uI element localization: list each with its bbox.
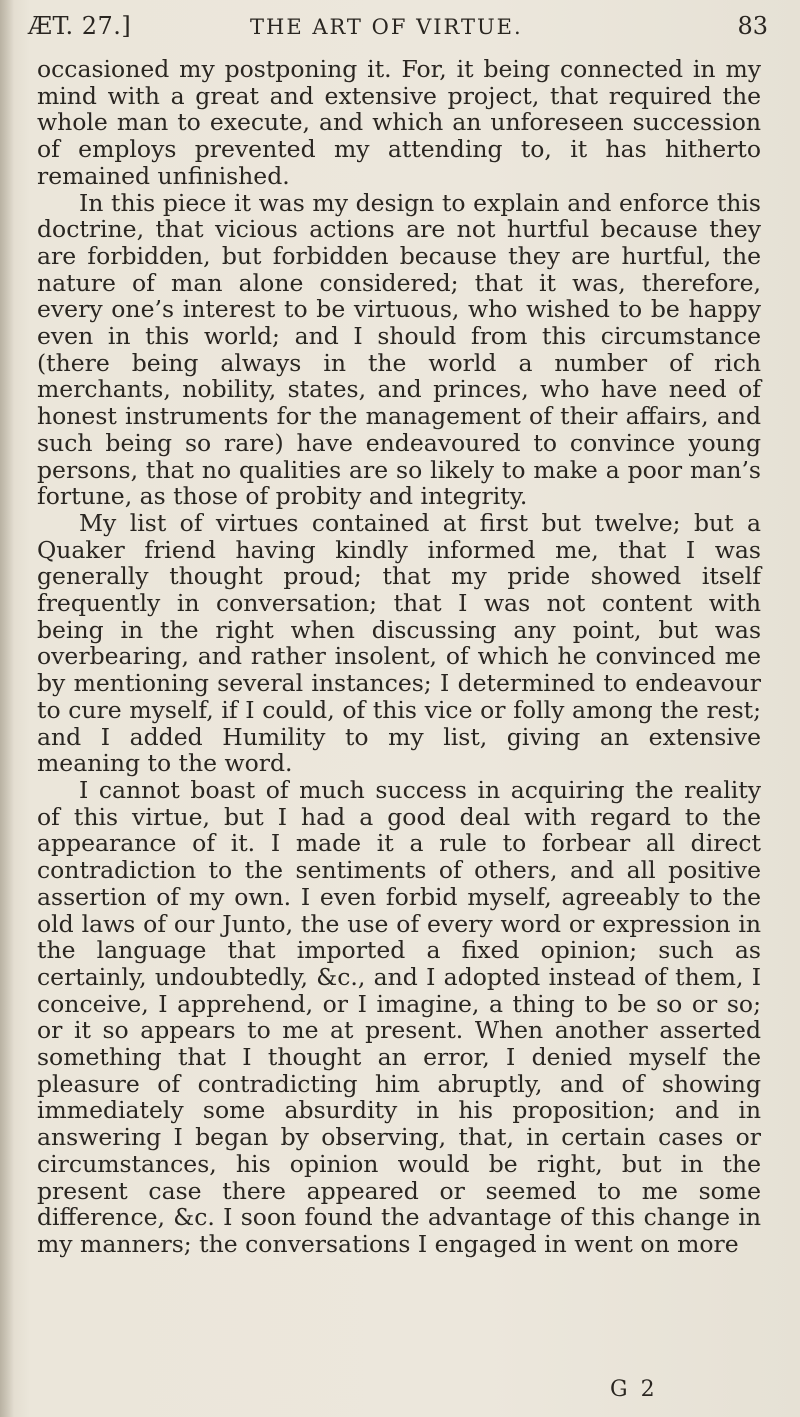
paragraph-4: I cannot boast of much success in acquiring the reality of this virtue, but I had a good deal with regard to the appearance of it. I made it a rule to forbear all direct contradiction to the sentiments of others, and all positive assertion of my own. I even forbid myself, agreeably to the old laws of our Junto, the use of every word or expression in the language that imported a fixed opinion; such as certainly, undoubtedly, &c., and I adopted instead of them, I conceive, I apprehend, or I imagine, a thing to be so or so; or it so appears to me at present. When another asserted something that I thought an error, I denied myself the pleasure of contradicting him abruptly, and of showing immediately some absurdity in his proposition; and in answering I began by observing, that, in certain cases or circumstances, his opinion would be right, but in the present case there appeared or seemed to me some difference, &c. I soon found the advantage of this change in my manners; the conversations I engaged in went on more	[37, 775, 761, 1258]
paragraph-2: In this piece it was my design to explain and enforce this doctrine, that vicious actions are not hurtful because they are forbidden, but forbidden because they are hurtful, the nature of man alone considered; that it was, therefore, every one’s interest to be virtuous, who wished to be happy even in this world; and I should from this circumstance (there being always in the world a number of rich merchants, nobility, states, and princes, who have need of honest instruments for the management of their affairs, and such being so rare) have endeavoured to convince young persons, that no qualities are so likely to make a poor man’s fortune, as those of probity and integrity.	[37, 188, 761, 511]
paragraph-3: My list of virtues contained at first but twelve; but a Quaker friend having kindly informed me, that I was generally thought proud; that my pride showed itself frequently in conversation; that I was not content with being in the right when discussing any point, but was overbearing, and rather insolent, of which he convinced me by mentioning several instances; I determined to endeavour to cure myself, if I could, of this vice or folly among the rest; and I added Humility to my list, giving an extensive meaning to the word.	[37, 508, 761, 778]
signature-mark: G 2	[610, 1377, 658, 1402]
running-head-left: ÆT. 27.]	[28, 12, 132, 40]
body-text	[37, 56, 761, 1258]
paragraph-1: occasioned my postponing it. For, it being connected in my mind with a great and extensive project, that required the whole man to execute, and which an unforeseen succession of employs prevented my attending to, it has hitherto remained unfinished.	[37, 55, 761, 190]
running-head-title: THE ART OF VIRTUE.	[250, 15, 523, 39]
running-head	[28, 12, 768, 48]
page-number: 83	[737, 12, 768, 40]
spine-shadow	[0, 0, 14, 1417]
